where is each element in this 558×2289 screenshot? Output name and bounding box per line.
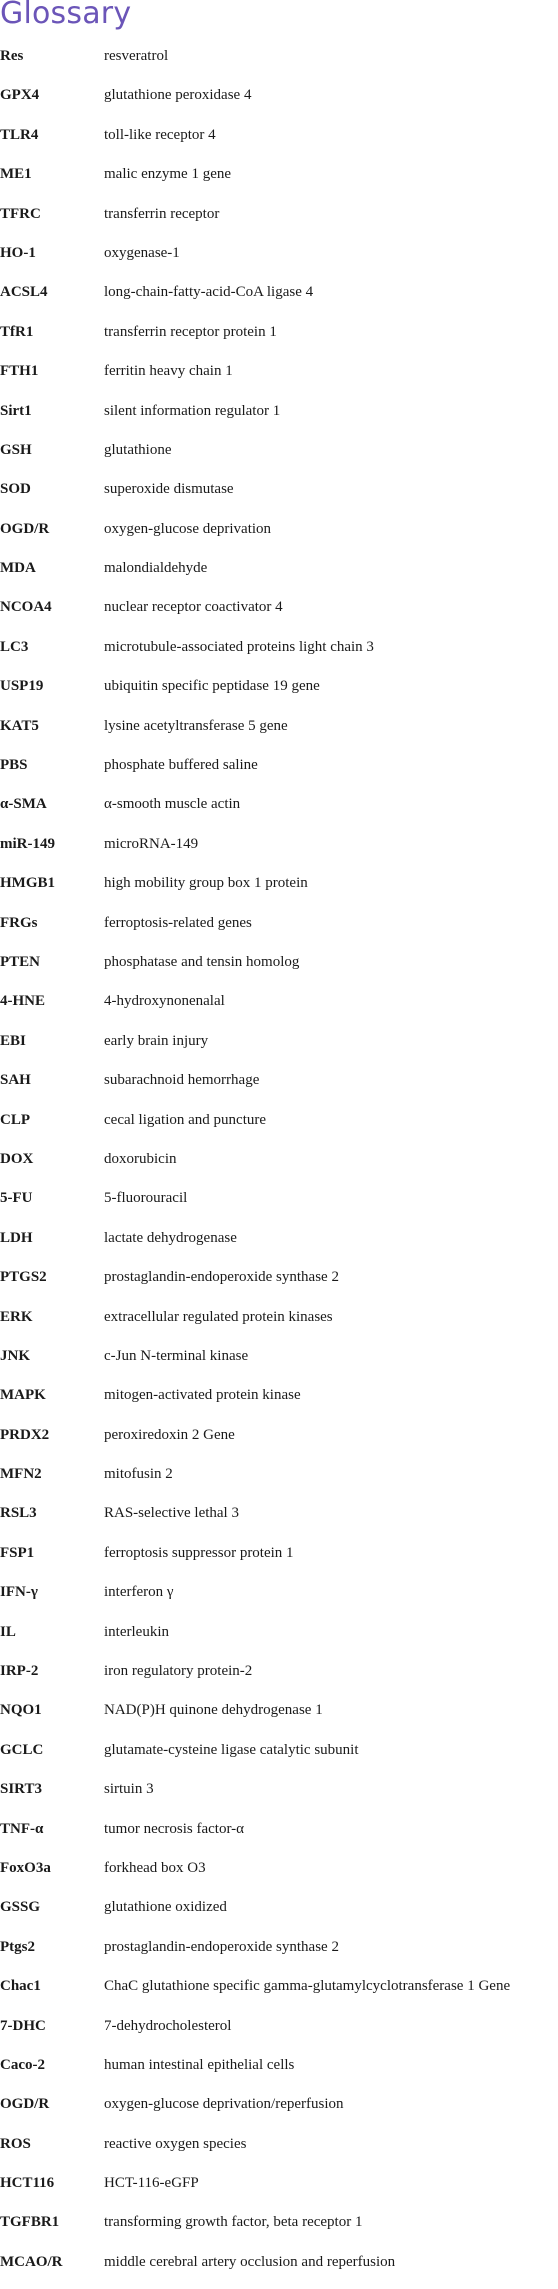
glossary-definition: sirtuin 3 [104,1781,154,1798]
glossary-term: EBI [0,1032,26,1049]
glossary-term: TFRC [0,205,41,222]
glossary-term: TNF-α [0,1820,44,1837]
glossary-definition: toll-like receptor 4 [104,126,216,143]
glossary-list [0,44,558,2289]
glossary-definition: phosphate buffered saline [104,757,258,774]
glossary-row [0,714,558,753]
glossary-definition: extracellular regulated protein kinases [104,1308,333,1325]
glossary-term: GSSG [0,1899,41,1916]
glossary-term: OGD/R [0,2096,50,2113]
glossary-term: MCAO/R [0,2253,63,2270]
glossary-definition: silent information regulator 1 [104,402,281,419]
glossary-definition: high mobility group box 1 protein [104,875,308,892]
glossary-row [0,83,558,122]
glossary-row [0,1541,558,1580]
glossary-term: LC3 [0,638,29,655]
glossary-definition: 4-hydroxynonenalal [104,993,225,1010]
glossary-row [0,399,558,438]
glossary-definition: lactate dehydrogenase [104,1229,237,1246]
glossary-definition: glutathione oxidized [104,1899,227,1916]
glossary-definition: glutamate-cysteine ligase catalytic subunit [104,1741,359,1758]
glossary-term: IFN-γ [0,1584,38,1601]
glossary-row [0,1817,558,1856]
glossary-term: FTH1 [0,363,39,380]
glossary-term: RSL3 [0,1505,37,1522]
glossary-definition: glutathione peroxidase 4 [104,87,252,104]
glossary-row [0,2210,558,2249]
glossary-definition: ferroptosis suppressor protein 1 [104,1544,294,1561]
glossary-term: MDA [0,560,36,577]
glossary-definition: reactive oxygen species [104,2135,247,2152]
glossary-row [0,1620,558,1659]
glossary-definition: superoxide dismutase [104,481,234,498]
glossary-term: SAH [0,1072,31,1089]
glossary-row [0,2250,558,2289]
glossary-definition: glutathione [104,441,172,458]
glossary-row [0,44,558,83]
glossary-row [0,1305,558,1344]
glossary-term: OGD/R [0,520,50,537]
glossary-definition: oxygen-glucose deprivation [104,520,272,537]
glossary-term: JNK [0,1347,30,1364]
glossary-definition: transferrin receptor [104,205,220,222]
glossary-row [0,202,558,241]
glossary-term: FRGs [0,914,38,931]
glossary-term: SOD [0,481,31,498]
page-title: Glossary [0,0,132,31]
glossary-definition: forkhead box O3 [104,1859,206,1876]
glossary-row [0,1462,558,1501]
glossary-term: PTGS2 [0,1269,47,1286]
glossary-term: ERK [0,1308,33,1325]
glossary-term: GCLC [0,1741,44,1758]
glossary-definition: early brain injury [104,1032,209,1049]
glossary-row [0,635,558,674]
glossary-definition: long-chain-fatty-acid-CoA ligase 4 [104,284,314,301]
glossary-term: ACSL4 [0,284,48,301]
glossary-definition: middle cerebral artery occlusion and reperfusion [104,2253,396,2270]
glossary-row [0,950,558,989]
glossary-definition: microtubule-associated proteins light chain 3 [104,638,374,655]
glossary-term: HO-1 [0,244,36,261]
glossary-term: USP19 [0,678,44,695]
glossary-row [0,832,558,871]
glossary-definition: nuclear receptor coactivator 4 [104,599,283,616]
glossary-term: GSH [0,441,32,458]
glossary-row [0,871,558,910]
glossary-term: miR-149 [0,835,55,852]
glossary-term: IRP-2 [0,1663,39,1680]
glossary-row [0,1226,558,1265]
glossary-row [0,1344,558,1383]
glossary-row [0,1659,558,1698]
glossary-term: TGFBR1 [0,2214,60,2231]
glossary-row [0,2092,558,2131]
glossary-row [0,1777,558,1816]
glossary-definition: peroxiredoxin 2 Gene [104,1426,235,1443]
glossary-definition: transferrin receptor protein 1 [104,323,277,340]
glossary-definition: microRNA-149 [104,835,199,852]
glossary-row [0,989,558,1028]
glossary-definition: ubiquitin specific peptidase 19 gene [104,678,320,695]
glossary-term: KAT5 [0,717,39,734]
glossary-term: HMGB1 [0,875,55,892]
glossary-row [0,1895,558,1934]
glossary-definition: ChaC glutathione specific gamma-glutamylcyclotransferase 1 Gene [104,1978,511,1995]
glossary-row [0,2171,558,2210]
glossary-definition: human intestinal epithelial cells [104,2056,295,2073]
glossary-term: DOX [0,1150,34,1167]
glossary-term: PTEN [0,953,41,970]
glossary-term: IL [0,1623,16,1640]
glossary-row [0,674,558,713]
glossary-definition: prostaglandin-endoperoxide synthase 2 [104,1269,339,1286]
glossary-definition: RAS-selective lethal 3 [104,1505,239,1522]
glossary-row [0,792,558,831]
glossary-definition: NAD(P)H quinone dehydrogenase 1 [104,1702,323,1719]
glossary-term: TfR1 [0,323,34,340]
glossary-row [0,1029,558,1068]
glossary-term: CLP [0,1111,30,1128]
glossary-definition: phosphatase and tensin homolog [104,953,300,970]
glossary-definition: mitofusin 2 [104,1466,173,1483]
glossary-definition: interleukin [104,1623,169,1640]
glossary-row [0,1698,558,1737]
glossary-definition: oxygenase-1 [104,244,180,261]
glossary-definition: HCT-116-eGFP [104,2175,199,2192]
glossary-row [0,595,558,634]
glossary-row [0,438,558,477]
glossary-term: GPX4 [0,87,40,104]
glossary-definition: transforming growth factor, beta receptor 1 [104,2214,363,2231]
glossary-definition: oxygen-glucose deprivation/reperfusion [104,2096,344,2113]
glossary-row [0,2053,558,2092]
glossary-row [0,1423,558,1462]
glossary-term: LDH [0,1229,33,1246]
glossary-row [0,1974,558,2013]
glossary-definition: tumor necrosis factor-α [104,1820,245,1837]
glossary-term: 7-DHC [0,2017,46,2034]
glossary-row [0,123,558,162]
glossary-definition: iron regulatory protein-2 [104,1663,253,1680]
glossary-definition: lysine acetyltransferase 5 gene [104,717,288,734]
glossary-definition: 7-dehydrocholesterol [104,2017,232,2034]
glossary-definition: α-smooth muscle actin [104,796,241,813]
glossary-definition: ferritin heavy chain 1 [104,363,233,380]
glossary-row [0,359,558,398]
glossary-row [0,753,558,792]
glossary-row [0,556,558,595]
glossary-definition: c-Jun N-terminal kinase [104,1347,249,1364]
glossary-row [0,1147,558,1186]
glossary-term: 5-FU [0,1190,33,1207]
glossary-definition: mitogen-activated protein kinase [104,1387,301,1404]
glossary-definition: resveratrol [104,48,169,64]
glossary-definition: interferon γ [104,1584,174,1601]
glossary-row [0,2014,558,2053]
glossary-term: PBS [0,757,28,774]
glossary-row [0,1580,558,1619]
glossary-term: PRDX2 [0,1426,50,1443]
glossary-row [0,1068,558,1107]
glossary-row [0,911,558,950]
glossary-row [0,517,558,556]
glossary-row [0,1383,558,1422]
glossary-definition: malic enzyme 1 gene [104,166,232,183]
glossary-row [0,1108,558,1147]
glossary-row [0,280,558,319]
glossary-row [0,1856,558,1895]
glossary-term: Caco-2 [0,2056,45,2073]
glossary-definition: doxorubicin [104,1150,177,1167]
glossary-row [0,1265,558,1304]
glossary-term: HCT116 [0,2175,55,2192]
glossary-definition: malondialdehyde [104,560,208,577]
glossary-definition: 5-fluorouracil [104,1190,188,1207]
glossary-definition: subarachnoid hemorrhage [104,1072,260,1089]
glossary-term: α-SMA [0,796,47,813]
glossary-term: NCOA4 [0,599,52,616]
glossary-term: ROS [0,2135,31,2152]
glossary-row [0,1935,558,1974]
glossary-term: Ptgs2 [0,1938,35,1955]
glossary-row [0,320,558,359]
glossary-row [0,241,558,280]
glossary-row [0,477,558,516]
glossary-term: Sirt1 [0,402,32,419]
glossary-term: ME1 [0,166,32,183]
glossary-definition: ferroptosis-related genes [104,914,252,931]
glossary-term: SIRT3 [0,1781,42,1798]
glossary-row [0,2132,558,2171]
glossary-term: Chac1 [0,1978,41,1995]
glossary-term: Res [0,48,24,64]
glossary-row [0,1186,558,1225]
glossary-row [0,1501,558,1540]
glossary-term: FoxO3a [0,1859,51,1876]
glossary-definition: prostaglandin-endoperoxide synthase 2 [104,1938,339,1955]
glossary-term: TLR4 [0,126,39,143]
glossary-term: FSP1 [0,1544,35,1561]
glossary-term: MFN2 [0,1466,42,1483]
glossary-definition: cecal ligation and puncture [104,1111,267,1128]
glossary-term: 4-HNE [0,993,45,1010]
glossary-term: NQO1 [0,1702,42,1719]
glossary-row [0,162,558,201]
glossary-row [0,1738,558,1777]
glossary-term: MAPK [0,1387,46,1404]
